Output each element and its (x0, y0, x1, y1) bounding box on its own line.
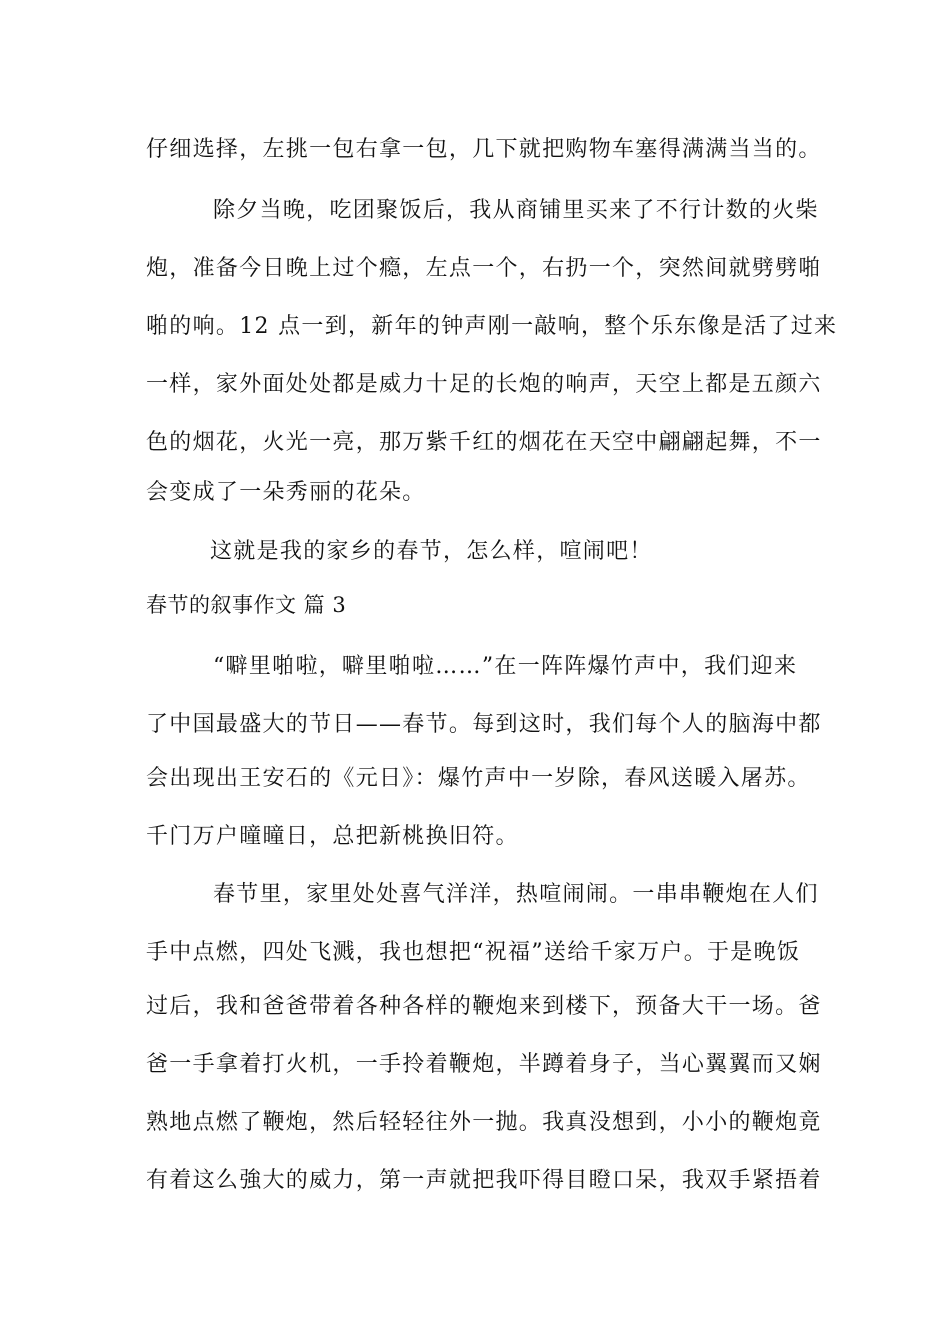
paragraph-line: 熟地点燃了鞭炮，然后轻轻往外一抛。我真没想到，小小的鞭炮竟 (146, 1110, 822, 1135)
paragraph-line: 爸一手拿着打火机，一手拎着鞭炮，半蹲着身子，当心翼翼而又娴 (146, 1052, 822, 1077)
paragraph-line: 了中国最盛大的节日——春节。每到这时，我们每个人的脑海中都 (146, 712, 822, 737)
paragraph-line: 一样，家外面处处都是威力十足的长炮的响声，天空上都是五颜六 (146, 372, 822, 397)
paragraph-line: 仔细选择，左挑一包右拿一包，几下就把购物车塞得满满当当的。 (146, 137, 822, 162)
section-heading: 春节的叙事作文 篇 3 (146, 593, 347, 617)
paragraph-line: 春节里，家里处处喜气洋洋，热喧闹闹。一串串鞭炮在人们 (213, 882, 819, 907)
paragraph-line: 会变成了一朵秀丽的花朵。 (146, 480, 426, 505)
paragraph-line: 过后，我和爸爸带着各种各样的鞭炮来到楼下，预备大干一场。爸 (146, 994, 822, 1019)
paragraph-line: 这就是我的家乡的春节，怎么样，喧闹吧！ (210, 539, 653, 564)
paragraph-line: 会出现出王安石的《元日》：爆竹声中一岁除，春风送暖入屠苏。 (146, 766, 811, 791)
paragraph-line: “噼里啪啦，噼里啪啦……”在一阵阵爆竹声中，我们迎来 (213, 654, 798, 679)
paragraph-line: 手中点燃，四处飞溅，我也想把“祝福”送给千家万户。于是晚饭 (146, 940, 801, 965)
paragraph-line: 除夕当晚，吃团聚饭后，我从商铺里买来了不行计数的火柴 (213, 198, 819, 223)
paragraph-line: 炮，准备今日晚上过个瘾，左点一个，右扔一个，突然间就劈劈啪 (146, 256, 822, 281)
paragraph-line: 千门万户曈曈日，总把新桃换旧符。 (146, 824, 519, 849)
paragraph-line: 色的烟花，火光一亮，那万紫千红的烟花在天空中翩翩起舞，不一 (146, 430, 822, 455)
paragraph-line: 啪的响。12 点一到，新年的钟声刚一敲响，整个乐东像是活了过来 (146, 314, 838, 339)
paragraph-line: 有着这么強大的威力，第一声就把我吓得目瞪口呆，我双手紧捂着 (146, 1168, 822, 1193)
